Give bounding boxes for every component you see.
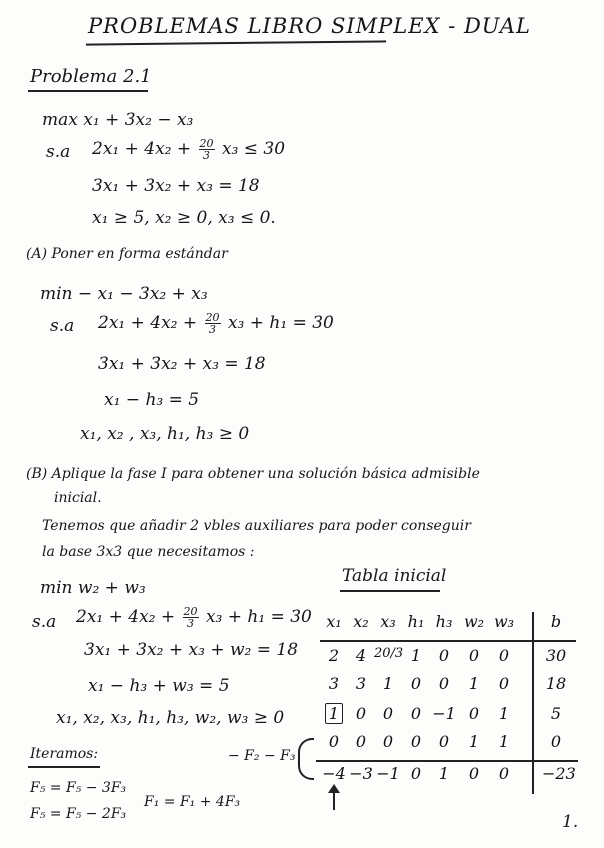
part-a-label: (A) Poner en forma estándar xyxy=(26,246,228,262)
tableau-header-cell: x₂ xyxy=(353,612,369,631)
page-number: 1. xyxy=(562,812,579,832)
tableau-cell: 3 xyxy=(328,674,340,693)
primal-constraint-1: 2x₁ + 4x₂ + $\frac{20}{3}$ x₃ ≤ 30 xyxy=(92,137,286,162)
part-b-label-line2: inicial. xyxy=(54,490,102,506)
tableau-cell: 0 xyxy=(355,732,367,751)
tableau-cell: 0 xyxy=(410,764,422,783)
part-b-constraint-3: x₁ − h₃ + w₃ = 5 xyxy=(88,676,230,696)
part-a-constraint-3: x₁ − h₃ = 5 xyxy=(104,390,200,410)
tableau-cell: 1 xyxy=(410,646,422,665)
tableau-cell: 5 xyxy=(550,704,562,723)
part-b-constraint-1: 2x₁ + 4x₂ + $\frac{20}{3}$ x₃ + h₁ = 30 xyxy=(76,605,312,630)
tableau-cell: 1 xyxy=(498,732,510,751)
tableau-header-cell: h₁ xyxy=(407,612,425,631)
tableau-cell: 0 xyxy=(410,732,422,751)
tableau-pivot-cell: 1 xyxy=(320,704,348,723)
tableau-cell: −23 xyxy=(542,764,576,783)
tableau-cell: 0 xyxy=(438,732,450,751)
primal-constraint-2: 3x₁ + 3x₂ + x₃ = 18 xyxy=(92,176,260,196)
tableau-cell: −1 xyxy=(432,704,456,723)
tableau-header-cell: w₂ xyxy=(463,612,485,631)
part-a-nonneg: x₁, x₂ , x₃, h₁, h₃ ≥ 0 xyxy=(80,424,250,444)
tableau-header-cell: x₁ xyxy=(326,612,342,631)
tableau-cell: 18 xyxy=(545,674,567,693)
tableau-cell: 20/3 xyxy=(374,646,404,661)
part-a-st-label: s.a xyxy=(50,316,75,336)
iteration-op-3: F₁ = F₁ + 4F₃ xyxy=(144,794,241,810)
part-a-constraint-2: 3x₁ + 3x₂ + x₃ = 18 xyxy=(98,354,266,374)
page-title: PROBLEMAS LIBRO SIMPLEX - DUAL xyxy=(88,14,531,38)
tableau-caption-underline xyxy=(340,590,440,592)
iteration-op-4: − F₂ − F₃ xyxy=(228,748,296,764)
tableau-header-rule xyxy=(320,640,576,642)
part-b-st-label: s.a xyxy=(32,612,57,632)
tableau-cell: −3 xyxy=(349,764,373,783)
tableau-header-cell: w₃ xyxy=(493,612,515,631)
tableau-header-cell: b xyxy=(550,612,562,631)
tableau-cell: 0 xyxy=(498,764,510,783)
part-b-objective: min w₂ + w₃ xyxy=(40,578,146,598)
row-operation-arrow xyxy=(298,738,314,780)
iterations-label: Iteramos: xyxy=(30,746,99,762)
tableau-caption: Tabla inicial xyxy=(342,566,447,586)
iteration-op-1: F₅ = F₅ − 3F₃ xyxy=(30,780,127,796)
tableau-cell: 3 xyxy=(355,674,367,693)
part-a-objective: min − x₁ − 3x₂ + x₃ xyxy=(40,284,208,304)
tableau-cell: −4 xyxy=(322,764,346,783)
tableau-cell: 0 xyxy=(382,704,394,723)
tableau-cell: 0 xyxy=(410,704,422,723)
tableau-cell: 0 xyxy=(550,732,562,751)
part-b-note-line1: Tenemos que añadir 2 vbles auxiliares para poder conseguir xyxy=(42,518,471,534)
tableau-cell: 1 xyxy=(438,764,450,783)
title-underline xyxy=(86,40,386,45)
problem-heading-underline xyxy=(28,90,148,92)
primal-bounds: x₁ ≥ 5, x₂ ≥ 0, x₃ ≤ 0. xyxy=(92,208,276,228)
part-b-constraint-2: 3x₁ + 3x₂ + x₃ + w₂ = 18 xyxy=(84,640,299,660)
entering-column-arrow xyxy=(333,786,335,810)
iteration-op-2: F₅ = F₅ − 2F₃ xyxy=(30,806,127,822)
tableau-cell: −1 xyxy=(376,764,400,783)
tableau-cell: 4 xyxy=(355,646,367,665)
tableau-cell: 0 xyxy=(468,764,480,783)
tableau-cell: 0 xyxy=(468,646,480,665)
tableau-cell: 30 xyxy=(545,646,567,665)
primal-st-label: s.a xyxy=(46,142,71,162)
tableau-cell: 2 xyxy=(328,646,340,665)
tableau-cell: 0 xyxy=(328,732,340,751)
tableau-objective-rule xyxy=(316,760,578,762)
part-b-label-line1: (B) Aplique la fase I para obtener una solución básica admisible xyxy=(26,466,480,482)
tableau-cell: 0 xyxy=(438,646,450,665)
problem-heading: Problema 2.1 xyxy=(30,66,152,87)
part-b-note-line2: la base 3x3 que necesitamos : xyxy=(42,544,255,560)
tableau-cell: 0 xyxy=(468,704,480,723)
tableau-cell: 0 xyxy=(355,704,367,723)
tableau-cell: 0 xyxy=(410,674,422,693)
tableau-cell: 0 xyxy=(438,674,450,693)
tableau-cell: 0 xyxy=(382,732,394,751)
tableau-header-cell: x₃ xyxy=(380,612,396,631)
part-b-nonneg: x₁, x₂, x₃, h₁, h₃, w₂, w₃ ≥ 0 xyxy=(56,708,285,728)
tableau-cell: 0 xyxy=(498,674,510,693)
tableau-header-cell: h₃ xyxy=(435,612,453,631)
primal-objective: max x₁ + 3x₂ − x₃ xyxy=(42,110,194,130)
iterations-underline xyxy=(28,766,100,768)
tableau-cell: 1 xyxy=(468,732,480,751)
tableau-cell: 1 xyxy=(382,674,394,693)
tableau-cell: 1 xyxy=(468,674,480,693)
part-a-constraint-1: 2x₁ + 4x₂ + $\frac{20}{3}$ x₃ + h₁ = 30 xyxy=(98,311,334,336)
tableau-cell: 1 xyxy=(498,704,510,723)
tableau-cell: 0 xyxy=(498,646,510,665)
